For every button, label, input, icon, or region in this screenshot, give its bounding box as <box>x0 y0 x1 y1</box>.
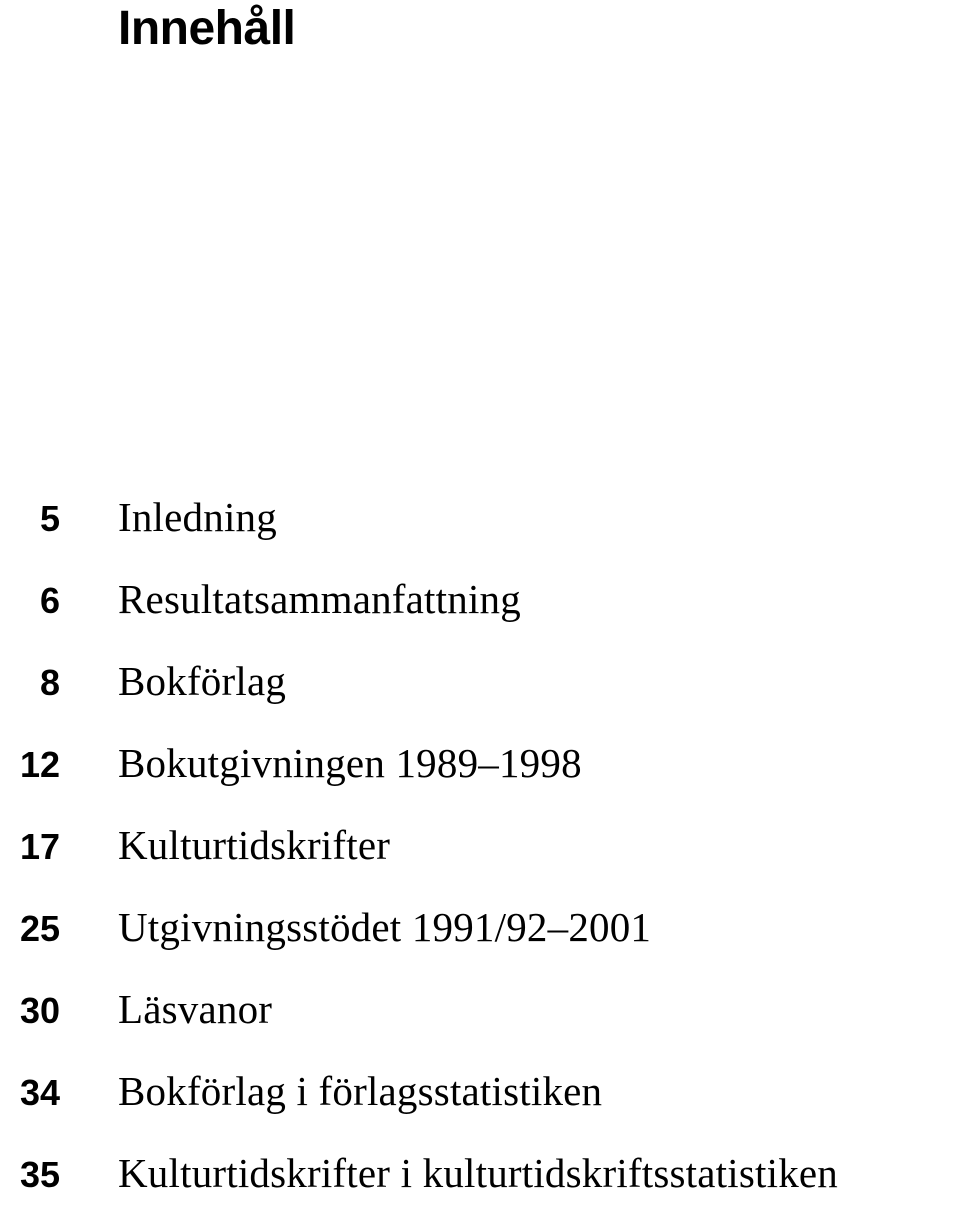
table-of-contents <box>0 490 960 1228</box>
toc-entry-title: Bokförlag <box>118 658 287 704</box>
toc-entry-title: Utgivningsstödet 1991/92–2001 <box>118 904 652 950</box>
toc-page-number: 12 <box>19 744 60 785</box>
toc-page-number: 17 <box>19 826 60 867</box>
toc-entry[interactable] <box>0 490 960 572</box>
toc-entry-title: Kulturtidskrifter i kulturtidskriftsstatistiken <box>118 1150 838 1196</box>
toc-entry[interactable] <box>0 1064 960 1146</box>
page-title: Innehåll <box>118 2 296 55</box>
toc-entry[interactable] <box>0 736 960 818</box>
toc-entry[interactable] <box>0 572 960 654</box>
toc-entry-title: Resultatsammanfattning <box>118 576 521 622</box>
toc-entry-title: Kulturtidskrifter <box>118 822 391 868</box>
toc-entry-title: Bokförlag i förlagsstatistiken <box>118 1068 603 1114</box>
toc-page-number: 34 <box>19 1072 60 1113</box>
toc-page-number: 8 <box>39 662 60 703</box>
toc-page-number: 6 <box>39 580 60 621</box>
toc-entry-title: Bokutgivningen 1989–1998 <box>118 740 582 786</box>
toc-entry-title: Inledning <box>118 494 277 540</box>
toc-page-number: 25 <box>19 908 60 949</box>
toc-entry[interactable] <box>0 654 960 736</box>
toc-entry[interactable] <box>0 818 960 900</box>
toc-page-number: 35 <box>19 1154 60 1195</box>
toc-page-number: 30 <box>19 990 60 1031</box>
toc-entry[interactable] <box>0 1146 960 1228</box>
toc-entry[interactable] <box>0 900 960 982</box>
toc-entry[interactable] <box>0 982 960 1064</box>
toc-page-number: 5 <box>39 498 60 539</box>
toc-entry-title: Läsvanor <box>118 986 273 1032</box>
